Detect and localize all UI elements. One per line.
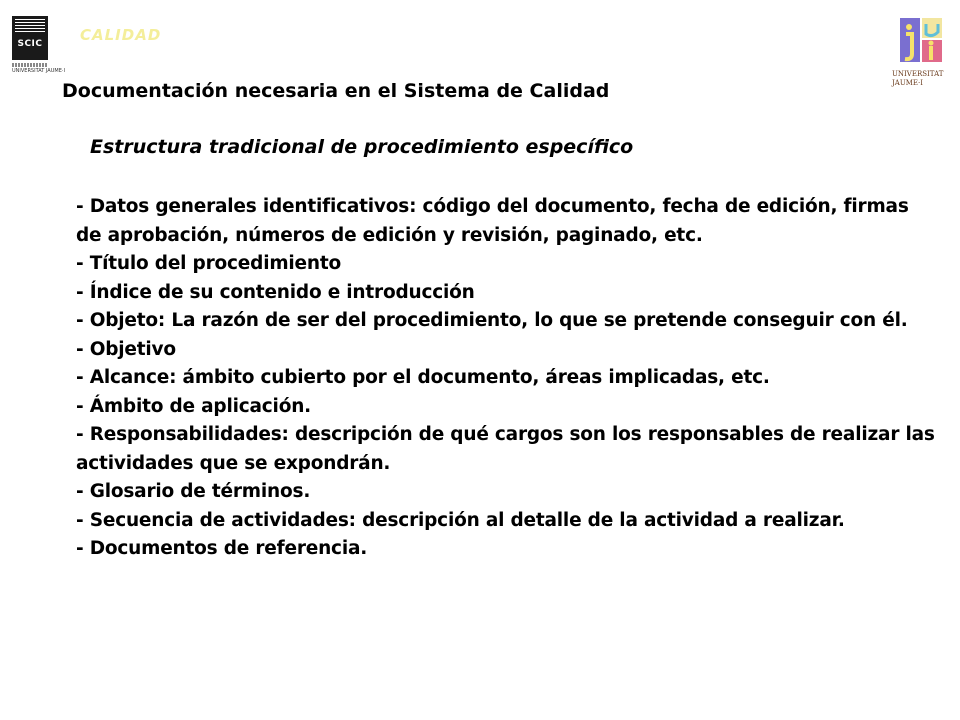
university-logo <box>892 14 948 94</box>
list-item: - Título del procedimiento <box>76 253 342 274</box>
list-item: - Secuencia de actividades: descripción al detalle de la actividad a realizar. <box>76 509 845 531</box>
list-item: - Documentos de referencia. <box>76 538 368 559</box>
list-item: - Alcance: ámbito cubierto por el documento, áreas implicadas, etc. <box>76 367 770 388</box>
scic-logo-stripes <box>15 19 45 33</box>
list-item: - Ámbito de aplicación. <box>76 395 311 417</box>
list-item: - Responsabilidades: descripción de qué cargos son los responsables de realizar las actividades que se expondrán. <box>76 424 935 474</box>
university-logo-caption-line1: UNIVERSITAT <box>892 70 944 78</box>
university-logo-icon <box>898 16 944 64</box>
list-item: - Objetivo <box>76 338 176 360</box>
university-logo-caption <box>892 70 943 88</box>
list-item: - Datos generales identificativos: código del documento, fecha de edición, firmas de aprobación, números de edición y revisión, paginado, etc. <box>76 196 909 246</box>
scic-logo-subtext: UNIVERSITAT JAUME·I <box>12 68 65 74</box>
scic-logo-divider <box>12 63 48 67</box>
procedure-structure-list <box>76 193 936 564</box>
header-label: CALIDAD <box>80 26 162 44</box>
scic-logo <box>12 16 65 76</box>
list-item: - Índice de su contenido e introducción <box>76 281 475 303</box>
university-logo-caption-line2: JAUME·I <box>892 79 924 87</box>
page-subtitle: Estructura tradicional de procedimiento específico <box>90 136 634 158</box>
page-title: Documentación necesaria en el Sistema de Calidad <box>62 80 610 102</box>
scic-logo-text: SCIC <box>17 39 43 49</box>
scic-logo-mark <box>12 16 48 60</box>
list-item: - Glosario de términos. <box>76 481 311 502</box>
list-item: - Objeto: La razón de ser del procedimiento, lo que se pretende conseguir con él. <box>76 310 908 331</box>
